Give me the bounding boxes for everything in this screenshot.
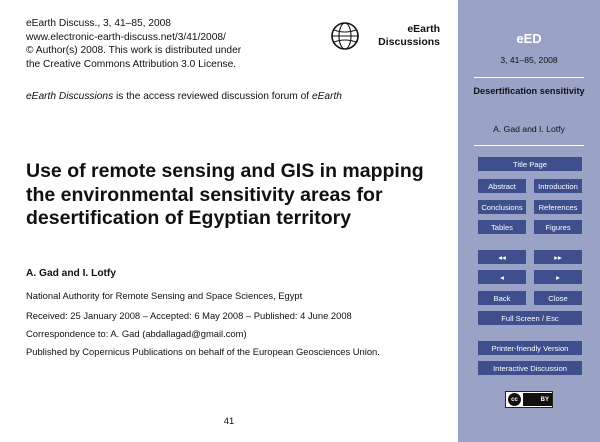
conclusions-button[interactable]: Conclusions	[478, 200, 526, 214]
figures-button[interactable]: Figures	[534, 220, 582, 234]
close-button[interactable]: Close	[534, 291, 582, 305]
title-page-button[interactable]: Title Page	[478, 157, 582, 171]
forum-journal-2: eEarth	[311, 91, 342, 102]
forum-journal-1: eEarth Discussions	[26, 91, 114, 102]
logo-line-1: eEarth	[407, 23, 440, 35]
printer-friendly-button[interactable]: Printer-friendly Version	[478, 341, 582, 355]
tables-button[interactable]: Tables	[478, 220, 526, 234]
copyright-line: © Author(s) 2008. This work is distributed under	[26, 45, 242, 57]
publisher-statement: Published by Copernicus Publications on behalf of the European Geosciences Union.	[26, 346, 380, 357]
affiliation: National Authority for Remote Sensing and Space Sciences, Egypt	[26, 290, 303, 301]
back-button[interactable]: Back	[478, 291, 526, 305]
first-page-button[interactable]: ◂◂	[478, 250, 526, 264]
cc-by-license-icon[interactable]	[505, 391, 553, 408]
introduction-button[interactable]: Introduction	[534, 179, 582, 193]
correspondence: Correspondence to: A. Gad (abdallagad@gmail.com)	[26, 328, 247, 339]
previous-page-button[interactable]: ◂	[478, 270, 526, 284]
next-page-button[interactable]: ▸	[534, 270, 582, 284]
paper-title: Use of remote sensing and GIS in mapping the environmental sensitivity areas for desertification of Egyptian territory	[26, 160, 424, 229]
logo-line-2: Discussions	[378, 36, 440, 48]
sidebar-journal-abbrev: eED	[516, 31, 542, 46]
forum-text: is the access reviewed discussion forum of	[113, 91, 312, 102]
cc-circle: cc	[508, 393, 521, 406]
page-number: 41	[223, 415, 235, 426]
globe-icon	[330, 21, 360, 51]
interactive-discussion-button[interactable]: Interactive Discussion	[478, 361, 582, 375]
sidebar-divider	[474, 145, 584, 146]
sidebar-volume: 3, 41–85, 2008	[500, 55, 558, 65]
forum-statement	[26, 91, 342, 102]
last-page-button[interactable]: ▸▸	[534, 250, 582, 264]
full-screen-button[interactable]: Full Screen / Esc	[478, 311, 582, 325]
by-label: BY	[523, 393, 552, 406]
sidebar-divider	[474, 77, 584, 78]
sidebar-authors: A. Gad and I. Lotfy	[493, 124, 565, 134]
paper-authors: A. Gad and I. Lotfy	[26, 268, 116, 279]
journal-logo	[330, 19, 440, 53]
logo-text	[378, 23, 440, 49]
citation-url: www.electronic-earth-discuss.net/3/41/2008/	[26, 31, 226, 43]
abstract-button[interactable]: Abstract	[478, 179, 526, 193]
references-button[interactable]: References	[534, 200, 582, 214]
dates: Received: 25 January 2008 – Accepted: 6 May 2008 – Published: 4 June 2008	[26, 310, 352, 321]
citation-header	[26, 17, 241, 71]
sidebar-short-title: Desertification sensitivity	[473, 86, 585, 96]
license-line: the Creative Commons Attribution 3.0 License.	[26, 58, 237, 70]
citation-line: eEarth Discuss., 3, 41–85, 2008	[26, 18, 171, 29]
